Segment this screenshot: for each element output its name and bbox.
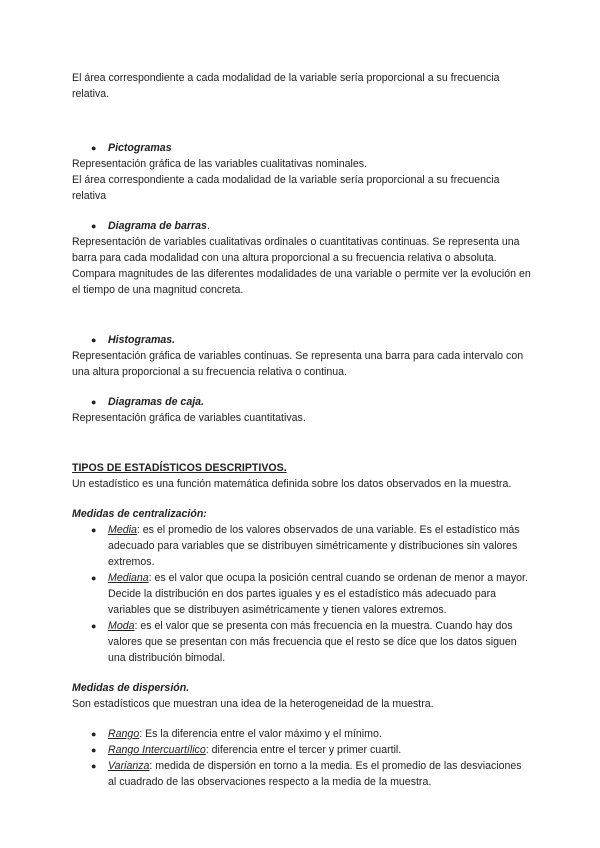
paragraph: Representación gráfica de variables continuas. Se representa una barra para cada intervalo con una altura proporcional a su frecuencia relativa o continua. [72,350,524,378]
term: Mediana [108,572,149,584]
term-definition: : Es la diferencia entre el valor máximo y el mínimo. [139,728,382,740]
bullet-icon: ● [91,761,97,771]
heading-histogramas [91,332,532,348]
term-definition: : diferencia entre el tercer y primer cuartil. [205,744,402,756]
heading-text: Pictogramas [108,142,172,154]
list-item [91,618,532,666]
list-item [91,758,532,790]
centralizacion-list [72,522,532,666]
term: Rango [108,728,140,740]
paragraph: Representación gráfica de las variables cualitativas nominales. [72,158,368,170]
term-definition: : es el valor que ocupa la posición central cuando se ordenan de menor a mayor. Decide la distribución en dos partes iguales y es el estadístico más adecuado para variables que se distribuyen asimétricamente y tienen valores extremos. [108,572,528,616]
section-title: TIPOS DE ESTADÍSTICOS DESCRIPTIVOS. [72,462,287,474]
bullet-icon: ● [91,729,97,739]
paragraph: Representación gráfica de variables cuantitativas. [72,412,306,424]
paragraph: El área correspondiente a cada modalidad de la variable sería proporcional a su frecuencia relativa [72,174,500,202]
subsection-title-dispersion: Medidas de dispersión. [72,682,190,694]
dispersion-list [72,726,532,790]
list-item [91,570,532,618]
heading-diagrama-barras [91,218,532,234]
heading-text: Diagramas de caja. [108,396,204,408]
document-page [72,70,532,790]
heading-diagramas-caja [91,394,532,410]
list-item [91,742,532,758]
heading-text: Histogramas. [108,334,176,346]
heading-suffix: . [206,220,210,232]
paragraph: Son estadísticos que muestran una idea de la heterogeneidad de la muestra. [72,698,434,710]
heading-pictogramas [91,140,532,156]
paragraph: Representación de variables cualitativas ordinales o cuantitativas continuas. Se representa una barra para cada modalidad con una altura proporcional a su frecuencia relativa o absoluta. Compara magnitudes de las diferentes modalidades de una variable o permite ver la evolución en el tiempo de una magnitud concreta. [72,236,531,296]
term-definition: : es el valor que se presenta con más frecuencia en la muestra. Cuando hay dos valores que se presentan con más frecuencia que el resto se dice que los datos siguen una distribución bimodal. [108,620,517,664]
term-definition: : es el promedio de los valores observados de una variable. Es el estadístico más adecuado para variables que se distribuyen simétricamente y distribuciones sin valores extremos. [108,524,520,568]
list-item [91,726,532,742]
paragraph: Un estadístico es una función matemática definida sobre los datos observados en la muestra. [72,478,512,490]
term: Moda [108,620,135,632]
bullet-icon: ● [91,397,97,407]
term: Varianza [108,760,150,772]
bullet-icon: ● [91,745,97,755]
bullet-icon: ● [91,143,97,153]
bullet-icon: ● [91,525,97,535]
term: Media [108,524,137,536]
heading-text: Diagrama de barras [108,220,207,232]
subsection-title-centralizacion: Medidas de centralización: [72,508,207,520]
term: Rango Intercuartílico [108,744,206,756]
bullet-icon: ● [91,221,97,231]
list-item [91,522,532,570]
bullet-icon: ● [91,621,97,631]
intro-paragraph: El área correspondiente a cada modalidad de la variable sería proporcional a su frecuencia relativa. [72,72,500,100]
bullet-icon: ● [91,335,97,345]
term-definition: : medida de dispersión en torno a la media. Es el promedio de las desviaciones al cuadrado de las observaciones respecto a la media de la muestra. [108,760,522,788]
bullet-icon: ● [91,573,97,583]
